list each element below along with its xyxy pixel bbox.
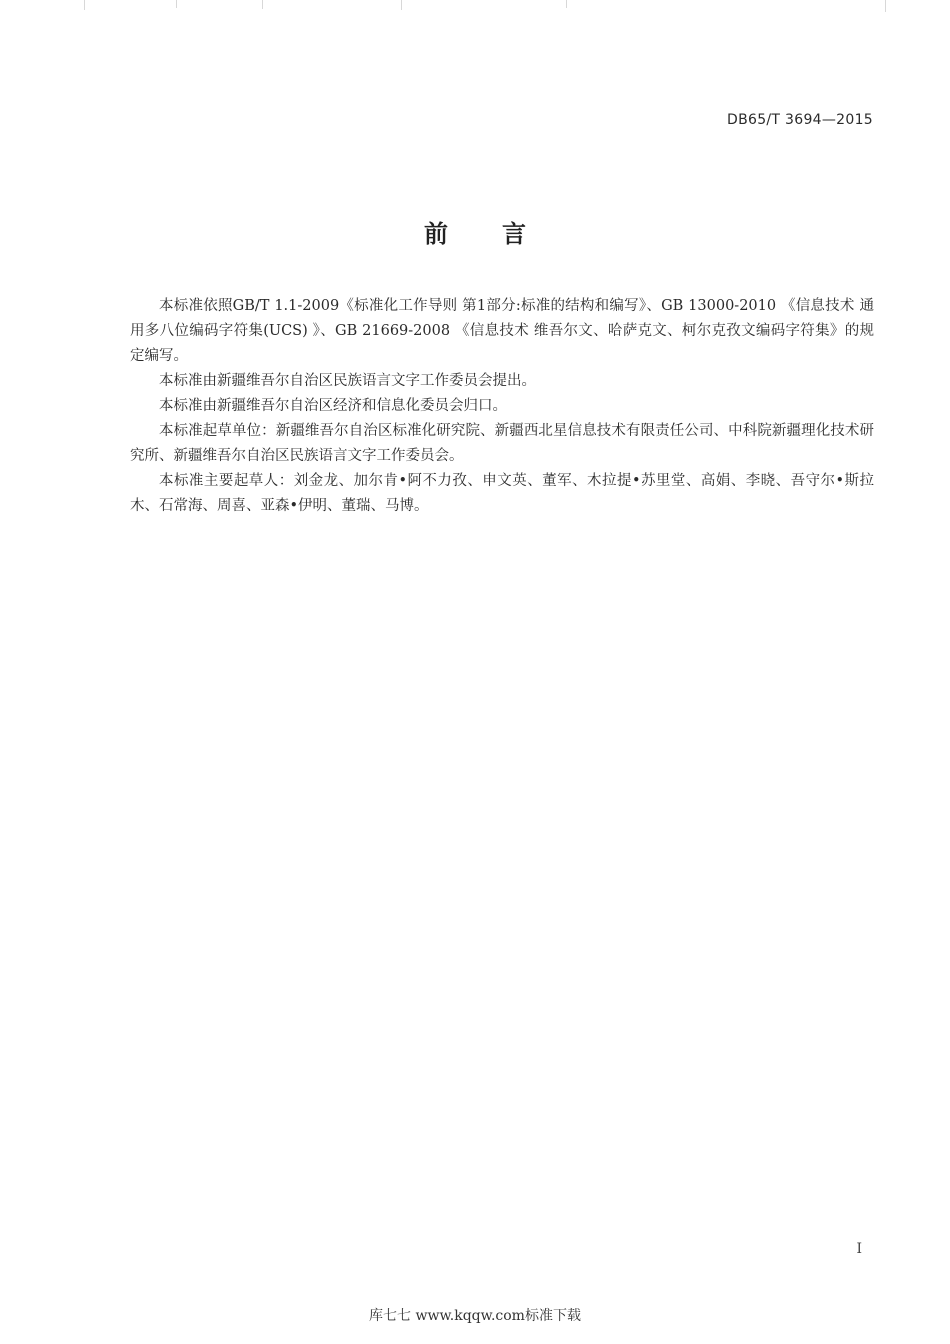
scan-mark <box>401 0 402 10</box>
scan-mark <box>262 0 263 9</box>
scan-mark <box>84 0 85 10</box>
foreword-body <box>130 294 874 519</box>
paragraph-proposer: 本标准由新疆维吾尔自治区民族语言文字工作委员会提出。 <box>159 373 536 389</box>
paragraph-administrator: 本标准由新疆维吾尔自治区经济和信息化委员会归口。 <box>159 398 507 414</box>
standard-code: DB65/T 3694—2015 <box>727 112 873 128</box>
section-title: 前言 <box>424 220 580 248</box>
page-number: I <box>856 1241 862 1257</box>
source-footer: 库七七 www.kqqw.com标准下载 <box>369 1308 581 1324</box>
paragraph-drafters: 本标准主要起草人：刘金龙、加尔肯•阿不力孜、申文英、董军、木拉提•苏里堂、高娟、李晓、吾守尔•斯拉木、石常海、周喜、亚森•伊明、董瑞、马博。 <box>130 473 874 514</box>
scan-mark <box>176 0 177 8</box>
paragraph-drafting-basis: 本标准依照GB/T 1.1-2009《标准化工作导则 第1部分:标准的结构和编写》、GB 13000-2010 《信息技术 通用多八位编码字符集(UCS) 》、GB 21669-2008 《信息技术 维吾尔文、哈萨克文、柯尔克孜文编码字符集》的规定编写。 <box>130 298 874 364</box>
scan-mark <box>566 0 567 8</box>
scan-mark <box>885 0 886 12</box>
paragraph-drafting-units: 本标准起草单位：新疆维吾尔自治区标准化研究院、新疆西北星信息技术有限责任公司、中科院新疆理化技术研究所、新疆维吾尔自治区民族语言文字工作委员会。 <box>130 423 874 464</box>
